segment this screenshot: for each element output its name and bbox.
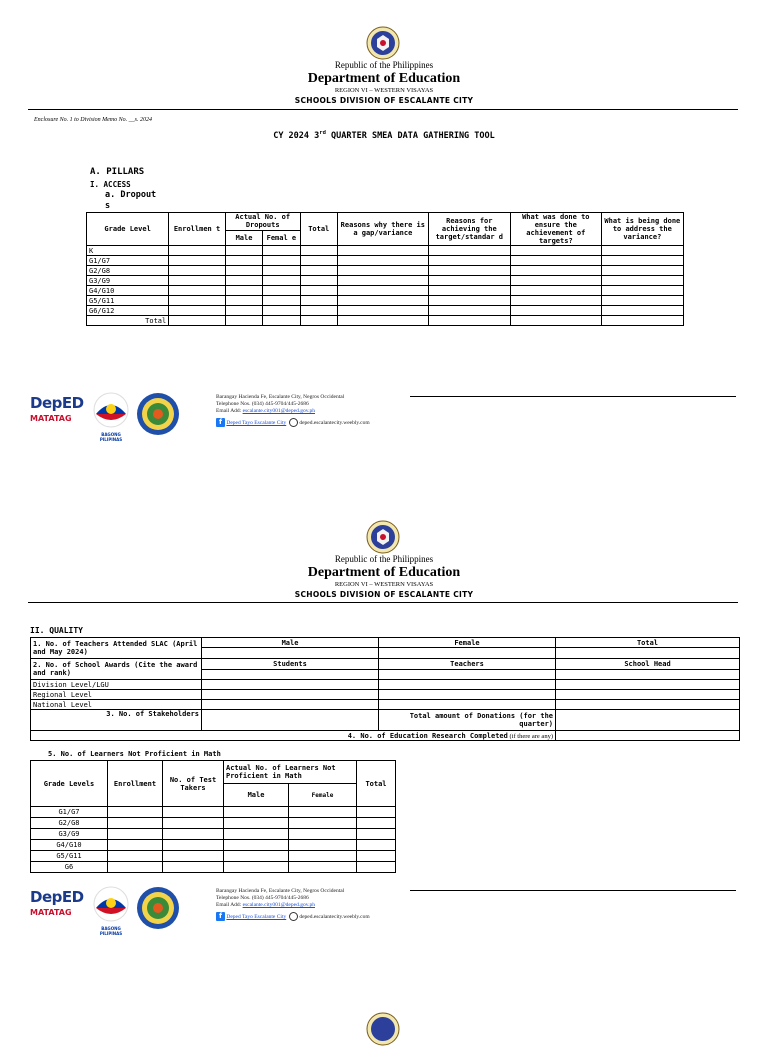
cell[interactable] [169,246,226,256]
grade-label: G6/G12 [87,306,169,316]
col-test-takers: No. of Test Takers [163,761,224,807]
footer-address: Barangay Hacienda Fe, Escalante City, Negros Occidental [216,888,345,894]
section-quality: II. QUALITY [30,626,83,635]
col-grade-levels: Grade Levels [31,761,108,807]
table-row [31,851,396,862]
cell[interactable] [556,710,740,731]
cell[interactable] [428,306,510,316]
bagong-pilipinas-icon [90,392,132,428]
table-row [31,807,396,818]
cell[interactable] [224,818,289,829]
table-row [87,266,684,276]
footer-email-row: Email Add: escalante.city001@deped.gov.ph [216,902,315,908]
section-access: I. ACCESS [90,180,131,189]
bagong-pilipinas-icon [90,886,132,922]
cell[interactable] [225,296,262,306]
cell[interactable] [163,807,224,818]
table-row [87,296,684,306]
cell[interactable] [163,818,224,829]
col-enrollment: Enrollment [108,761,163,807]
cell[interactable] [169,296,226,306]
cell[interactable] [379,690,556,700]
cell[interactable] [556,731,740,741]
section-pillars: A. PILLARS [90,167,145,177]
cell[interactable] [601,276,683,286]
footer-2 [0,886,768,936]
cell[interactable] [225,276,262,286]
deped-matatag-logo: DepED MATATAG [30,394,84,423]
col-female: Femal e [263,230,300,245]
cell[interactable] [202,680,379,690]
grade-label: G2/G8 [87,266,169,276]
facebook-icon: f [216,912,225,921]
table-row [31,862,396,873]
awards-label: 2. No. of School Awards (Cite the award and rank) [31,659,202,680]
cell[interactable] [108,807,163,818]
deped-seal-icon [366,1012,400,1046]
header-divider [28,109,738,110]
cell[interactable] [556,700,740,710]
republic-text: Republic of the Philippines [334,60,434,70]
col-what-being-done: What is being done to address the variance? [601,213,683,246]
footer-contact [216,394,370,427]
research-label: 4. No. of Education Research Completed (if there are any) [31,731,556,741]
cell[interactable] [289,818,357,829]
col-what-done: What was done to ensure the achievement of targets? [510,213,601,246]
math-section-title: 5. No. of Learners Not Proficient in Math [48,750,221,758]
cell[interactable] [263,286,300,296]
cell[interactable] [163,829,224,840]
cell[interactable] [300,286,337,296]
stakeholders-label: 3. No. of Stakeholders [31,710,202,731]
cell[interactable] [300,276,337,286]
grade-label: G3/G9 [87,276,169,286]
cell[interactable] [289,829,357,840]
col-actual-dropouts: Actual No. of Dropouts [225,213,300,231]
cell[interactable] [510,286,601,296]
footer-email-link[interactable]: escalante.city001@deped.gov.ph [242,408,315,414]
footer-social-row [216,912,370,921]
cell[interactable] [224,862,289,873]
cell[interactable] [357,851,396,862]
table-row [87,316,684,326]
footer-telephone: Telephone Nos. (034) 445-9704/445-2686 [216,401,309,407]
cell[interactable] [300,296,337,306]
table-row [87,286,684,296]
cell[interactable] [379,669,556,680]
deped-seal-icon [366,520,400,554]
level-label: National Level [31,700,202,710]
table-row [87,306,684,316]
facebook-icon: f [216,418,225,427]
grade-label: G5/G11 [31,851,108,862]
form-title: CY 2024 3rd QUARTER SMEA DATA GATHERING TOOL [273,130,495,141]
col-teachers: Teachers [379,659,556,670]
cell[interactable] [300,306,337,316]
cell[interactable] [601,316,683,326]
grade-label: Total [87,316,169,326]
col-female: Female [289,784,357,807]
cell[interactable] [337,266,428,276]
department-title: Department of Education [307,565,461,580]
cell[interactable] [379,648,556,659]
dropouts-table [86,212,684,326]
section-dropouts: a. Dropout s [105,190,157,211]
math-table [30,760,396,873]
col-school-head: School Head [556,659,740,670]
col-reasons-gap: Reasons why there is a gap/variance [337,213,428,246]
cell[interactable] [263,316,300,326]
cell[interactable] [169,266,226,276]
table-row [87,246,684,256]
grade-label: G4/G10 [31,840,108,851]
cell[interactable] [556,690,740,700]
cell[interactable] [202,669,379,680]
grade-label: G5/G11 [87,296,169,306]
cell[interactable] [202,648,379,659]
cell[interactable] [379,700,556,710]
cell[interactable] [289,862,357,873]
republic-text: Republic of the Philippines [334,554,434,564]
col-male: Male [225,230,262,245]
cell[interactable] [357,818,396,829]
cell[interactable] [169,256,226,266]
cell[interactable] [357,829,396,840]
cell[interactable] [428,276,510,286]
cell[interactable] [337,246,428,256]
cell[interactable] [225,256,262,266]
footer-rule [410,396,736,397]
footer-email-link[interactable]: escalante.city001@deped.gov.ph [242,902,315,908]
col-total: Total [556,638,740,648]
cell[interactable] [428,246,510,256]
donations-label: Total amount of Donations (for the quarter) [379,710,556,731]
table-row [87,276,684,286]
col-students: Students [202,659,379,670]
cell[interactable] [224,840,289,851]
table-row [31,818,396,829]
cell[interactable] [556,669,740,680]
footer-social-row [216,418,370,427]
cell[interactable] [169,286,226,296]
level-label: Division Level/LGU [31,680,202,690]
region-text: REGION VI – WESTERN VISAYAS [334,87,434,94]
footer-rule [410,890,736,891]
bagong-pilipinas-logo: BAGONG PILIPINAS [90,392,132,436]
cell[interactable] [428,286,510,296]
cell[interactable] [510,256,601,266]
cell[interactable] [300,256,337,266]
cell[interactable] [263,306,300,316]
cell[interactable] [300,316,337,326]
cell[interactable] [263,296,300,306]
cell[interactable] [337,296,428,306]
cell[interactable] [108,818,163,829]
footer-address: Barangay Hacienda Fe, Escalante City, Negros Occidental [216,394,345,400]
cell[interactable] [337,286,428,296]
cell[interactable] [224,851,289,862]
facebook-link[interactable]: Deped Tayo Escalante City [226,419,287,426]
quality-table [30,637,740,741]
cell[interactable] [428,256,510,266]
col-enrollment: Enrollmen t [169,213,226,246]
col-grade-level: Grade Level [87,213,169,246]
cell[interactable] [289,840,357,851]
cell[interactable] [337,306,428,316]
division-text: SCHOOLS DIVISION OF ESCALANTE CITY [294,96,474,105]
bagong-pilipinas-logo: BAGONG PILIPINAS [90,886,132,930]
cell[interactable] [556,648,740,659]
cell[interactable] [169,306,226,316]
cell[interactable] [263,266,300,276]
cell[interactable] [108,840,163,851]
division-seal-icon [136,886,180,930]
table-row [87,256,684,266]
cell[interactable] [225,266,262,276]
col-reasons-achieving: Reasons for achieving the target/standar d [428,213,510,246]
grade-label: G6 [31,862,108,873]
cell[interactable] [224,807,289,818]
cell[interactable] [263,246,300,256]
header-divider [28,602,738,603]
cell[interactable] [601,246,683,256]
division-seal-icon [136,392,180,436]
cell[interactable] [601,256,683,266]
col-total: Total [300,213,337,246]
grade-label: G1/G7 [31,807,108,818]
cell[interactable] [108,829,163,840]
cell[interactable] [428,296,510,306]
cell[interactable] [225,246,262,256]
cell[interactable] [224,829,289,840]
col-female: Female [379,638,556,648]
cell[interactable] [337,276,428,286]
website-link[interactable]: deped.escalantecity.weebly.com [299,913,370,920]
grade-label: G3/G9 [31,829,108,840]
footer-email-row: Email Add: escalante.city001@deped.gov.ph [216,408,315,414]
cell[interactable] [202,690,379,700]
footer-telephone: Telephone Nos. (034) 445-9704/445-2686 [216,895,309,901]
cell[interactable] [289,807,357,818]
cell[interactable] [510,246,601,256]
footer-contact [216,888,370,921]
grade-label: G4/G10 [87,286,169,296]
globe-icon [289,418,298,427]
cell[interactable] [108,862,163,873]
cell[interactable] [225,306,262,316]
deped-seal-icon [366,26,400,60]
cell[interactable] [379,680,556,690]
cell[interactable] [428,266,510,276]
cell[interactable] [357,862,396,873]
table-row [31,840,396,851]
cell[interactable] [601,286,683,296]
deped-matatag-logo: DepED MATATAG [30,888,84,917]
division-text: SCHOOLS DIVISION OF ESCALANTE CITY [294,590,474,599]
col-actual-not-proficient: Actual No. of Learners Not Proficient in Math [224,761,357,784]
level-label: Regional Level [31,690,202,700]
department-title: Department of Education [307,71,461,86]
cell[interactable] [510,316,601,326]
cell[interactable] [225,316,262,326]
website-link[interactable]: deped.escalantecity.weebly.com [299,419,370,426]
cell[interactable] [300,266,337,276]
cell[interactable] [510,296,601,306]
cell[interactable] [169,276,226,286]
region-text: REGION VI – WESTERN VISAYAS [334,581,434,588]
footer-1 [0,392,768,442]
cell[interactable] [601,266,683,276]
cell[interactable] [556,680,740,690]
grade-label: K [87,246,169,256]
cell[interactable] [108,851,163,862]
grade-label: G2/G8 [31,818,108,829]
cell[interactable] [163,840,224,851]
cell[interactable] [510,266,601,276]
cell[interactable] [428,316,510,326]
cell[interactable] [357,840,396,851]
cell[interactable] [337,256,428,266]
globe-icon [289,912,298,921]
cell[interactable] [225,286,262,296]
table-row [31,829,396,840]
cell[interactable] [337,316,428,326]
cell[interactable] [263,276,300,286]
enclosure-note: Enclosure No. 1 to Division Memo No. __s. 2024 [34,117,152,123]
cell[interactable] [300,246,337,256]
teachers-slac-label: 1. No. of Teachers Attended SLAC (April and May 2024) [31,638,202,659]
col-male: Male [202,638,379,648]
col-total: Total [357,761,396,807]
cell[interactable] [202,700,379,710]
cell[interactable] [202,710,379,731]
cell[interactable] [163,862,224,873]
cell[interactable] [601,296,683,306]
cell[interactable] [169,316,226,326]
cell[interactable] [510,306,601,316]
cell[interactable] [357,807,396,818]
facebook-link[interactable]: Deped Tayo Escalante City [226,913,287,920]
col-male: Male [224,784,289,807]
cell[interactable] [601,306,683,316]
cell[interactable] [510,276,601,286]
cell[interactable] [289,851,357,862]
grade-label: G1/G7 [87,256,169,266]
cell[interactable] [263,256,300,266]
cell[interactable] [163,851,224,862]
